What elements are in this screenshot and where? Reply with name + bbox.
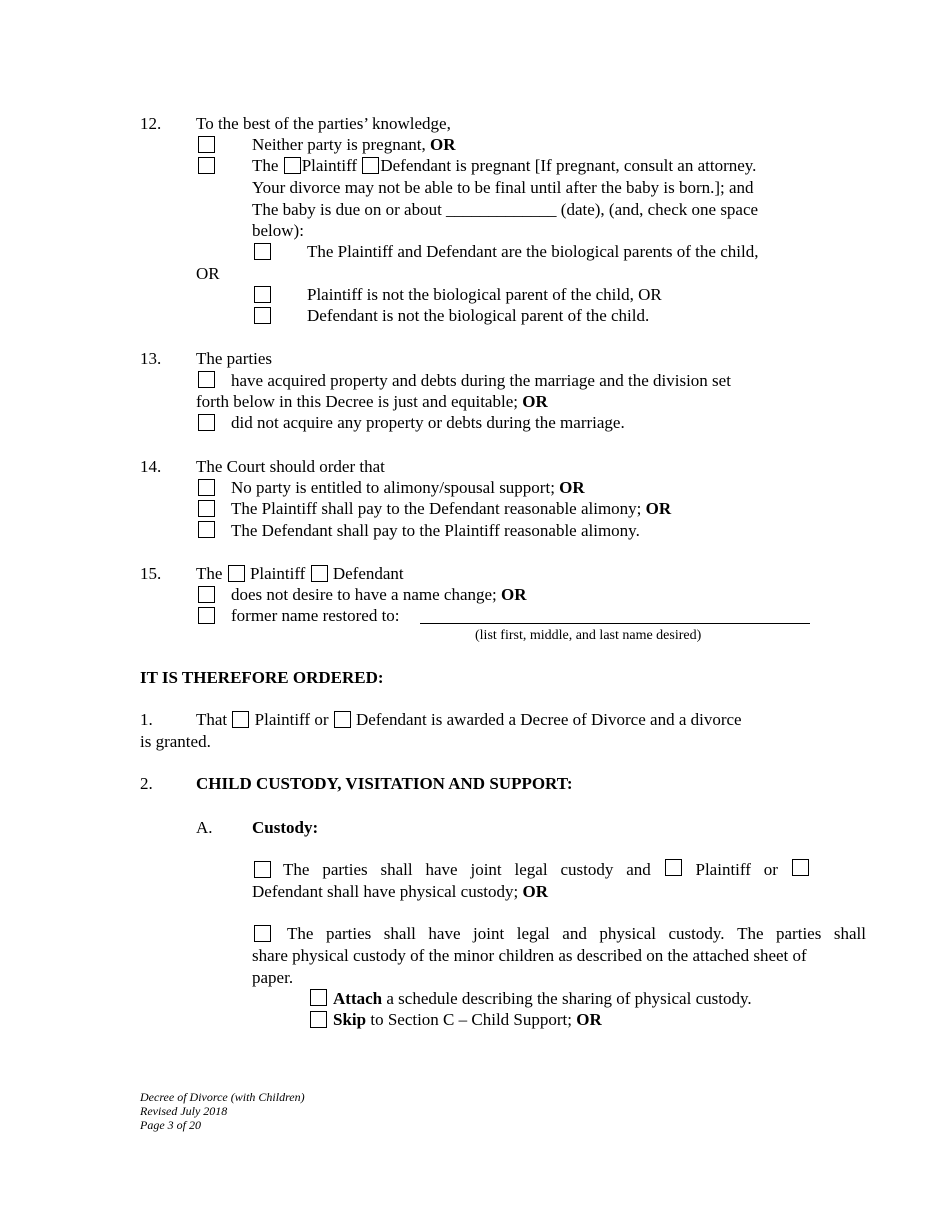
checkbox-name-defendant[interactable] — [311, 565, 328, 582]
option-joint-legal-physical-line2: share physical custody of the minor children as described on the attached sheet of — [252, 946, 807, 965]
acquired-property-line2-text: forth below in this Decree is just and equitable; — [196, 392, 518, 411]
ordered-heading-text: IT IS THEREFORE ORDERED: — [140, 668, 384, 687]
word: and — [626, 860, 651, 879]
or-label: OR — [559, 478, 585, 497]
word: parties — [776, 924, 822, 943]
item-14-number: 14. — [140, 457, 162, 476]
checkbox-pregnant-plaintiff[interactable] — [284, 157, 301, 174]
defendant-label: Defendant — [332, 564, 404, 583]
item-14-intro: The Court should order that — [196, 457, 385, 476]
attach-label: Attach — [333, 989, 383, 1008]
checkbox-attach-schedule[interactable] — [310, 989, 327, 1006]
paragraph-1-line1 — [196, 709, 742, 730]
or-label: OR — [501, 585, 527, 604]
option-joint-legal-custody-line2 — [252, 881, 548, 902]
ordered-heading — [140, 667, 384, 688]
former-name-caption: (list first, middle, and last name desired) — [475, 628, 702, 643]
word: custody — [560, 860, 614, 879]
item-15-party-select — [196, 563, 404, 584]
item-13-intro: The parties — [196, 349, 272, 368]
defendant-pregnant-text: Defendant is pregnant [If pregnant, consult an attorney. — [380, 156, 757, 175]
footer-revision: Revised July 2018 — [140, 1104, 228, 1118]
custody-heading: Custody: — [252, 818, 319, 837]
footer-page-number: Page 3 of 20 — [140, 1118, 201, 1132]
word: joint — [473, 924, 505, 943]
option-skip-section — [333, 1009, 602, 1030]
or-line: OR — [196, 264, 220, 283]
word: legal — [514, 860, 548, 879]
no-alimony-text: No party is entitled to alimony/spousal support; — [231, 478, 555, 497]
checkbox-skip-section[interactable] — [310, 1011, 327, 1028]
checkbox-no-name-change[interactable] — [198, 586, 215, 603]
former-name-blank[interactable] — [420, 623, 810, 624]
or-label: OR — [429, 135, 456, 154]
plaintiff-label: Plaintiff — [301, 156, 358, 175]
word: have — [428, 924, 461, 943]
word: shall — [383, 924, 416, 943]
word: physical — [599, 924, 656, 943]
option-no-name-change — [231, 584, 527, 605]
word: parties — [322, 860, 368, 879]
or-label: OR — [576, 1010, 602, 1029]
skip-text: to Section C – Child Support; — [370, 1010, 572, 1029]
word: and — [562, 924, 587, 943]
divorce-granted-text: Defendant is awarded a Decree of Divorce and a divorce — [355, 710, 742, 729]
option-no-alimony — [231, 477, 585, 498]
physical-custody-text: Defendant shall have physical custody; — [252, 882, 519, 901]
option-joint-legal-physical-line1 — [287, 923, 866, 944]
word: The — [287, 924, 314, 943]
or-label: OR — [522, 392, 548, 411]
word: joint — [470, 860, 502, 879]
pregnant-note-line2: Your divorce may not be able to be final until after the baby is born.]; and — [252, 178, 754, 197]
option-plaintiff-not-parent: Plaintiff is not the biological parent of the child, OR — [307, 285, 662, 304]
checkbox-pregnant[interactable] — [198, 157, 215, 174]
item-13-number: 13. — [140, 349, 162, 368]
footer-form-title: Decree of Divorce (with Children) — [140, 1090, 305, 1104]
checkbox-no-property[interactable] — [198, 414, 215, 431]
checkbox-joint-legal-physical-custody[interactable] — [254, 925, 271, 942]
checkbox-divorce-plaintiff[interactable] — [232, 711, 249, 728]
attach-text: a schedule describing the sharing of physical custody. — [386, 989, 752, 1008]
the-label: The — [252, 156, 279, 175]
section-a-label: A. — [196, 818, 213, 837]
word: parties — [325, 924, 372, 943]
checkbox-plaintiff-not-parent[interactable] — [254, 286, 271, 303]
option-defendant-not-parent: Defendant is not the biological parent of the child. — [307, 306, 650, 325]
that-label: That — [196, 710, 228, 729]
checkbox-biological-parents[interactable] — [254, 243, 271, 260]
checkbox-not-pregnant[interactable] — [198, 136, 215, 153]
option-no-property: did not acquire any property or debts during the marriage. — [231, 413, 625, 432]
plaintiff-pays-text: The Plaintiff shall pay to the Defendant reasonable alimony; — [231, 499, 642, 518]
paragraph-2-number: 2. — [140, 774, 153, 793]
option-restore-name: former name restored to: — [231, 606, 400, 625]
due-date-line4: below): — [252, 221, 304, 240]
option-not-pregnant-text: Neither party is pregnant, — [252, 135, 426, 154]
word: The — [283, 860, 310, 879]
checkbox-defendant-not-parent[interactable] — [254, 307, 271, 324]
plaintiff-or-label: Plaintiff or — [254, 710, 329, 729]
child-custody-heading: CHILD CUSTODY, VISITATION AND SUPPORT: — [196, 774, 573, 793]
option-defendant-pays-alimony: The Defendant shall pay to the Plaintiff reasonable alimony. — [231, 521, 640, 540]
checkbox-physical-custody-defendant[interactable] — [792, 859, 809, 876]
checkbox-plaintiff-pays-alimony[interactable] — [198, 500, 215, 517]
the-label: The — [196, 564, 223, 583]
option-acquired-property-line2 — [196, 391, 548, 412]
option-biological-parents: The Plaintiff and Defendant are the biological parents of the child, — [307, 242, 759, 261]
word: or — [763, 860, 778, 879]
item-12-intro: To the best of the parties’ knowledge, — [196, 114, 451, 133]
checkbox-joint-legal-custody[interactable] — [254, 861, 271, 878]
word: The — [737, 924, 764, 943]
or-label: OR — [522, 882, 549, 901]
option-acquired-property: have acquired property and debts during the marriage and the division set — [231, 371, 731, 390]
no-name-change-text: does not desire to have a name change; — [231, 585, 497, 604]
plaintiff-label: Plaintiff — [249, 564, 306, 583]
checkbox-pregnant-defendant[interactable] — [362, 157, 379, 174]
word: legal — [516, 924, 550, 943]
option-not-pregnant — [252, 134, 455, 155]
word: shall — [833, 924, 866, 943]
option-attach-schedule — [333, 988, 752, 1009]
checkbox-acquired-property[interactable] — [198, 371, 215, 388]
checkbox-physical-custody-plaintiff[interactable] — [665, 859, 682, 876]
word: custody. — [668, 924, 725, 943]
word: have — [425, 860, 458, 879]
skip-label: Skip — [333, 1010, 367, 1029]
word: Plaintiff — [695, 860, 751, 879]
paragraph-2-heading — [196, 773, 572, 794]
item-15-number: 15. — [140, 564, 162, 583]
option-joint-legal-physical-line3: paper. — [252, 968, 294, 987]
item-12-number: 12. — [140, 114, 162, 133]
paragraph-1-line2: is granted. — [140, 732, 211, 751]
checkbox-defendant-pays-alimony[interactable] — [198, 521, 215, 538]
or-label: OR — [645, 499, 672, 518]
option-pregnant — [252, 155, 756, 176]
word: shall — [380, 860, 413, 879]
option-joint-legal-custody-line1 — [283, 859, 810, 880]
due-date-line: The baby is due on or about _____________ (date), (and, check one space — [252, 200, 759, 219]
checkbox-restore-name[interactable] — [198, 607, 215, 624]
paragraph-1-number: 1. — [140, 710, 153, 729]
checkbox-name-plaintiff[interactable] — [228, 565, 245, 582]
checkbox-divorce-defendant[interactable] — [334, 711, 351, 728]
checkbox-no-alimony[interactable] — [198, 479, 215, 496]
section-a-heading — [252, 817, 318, 838]
option-plaintiff-pays-alimony — [231, 498, 671, 519]
